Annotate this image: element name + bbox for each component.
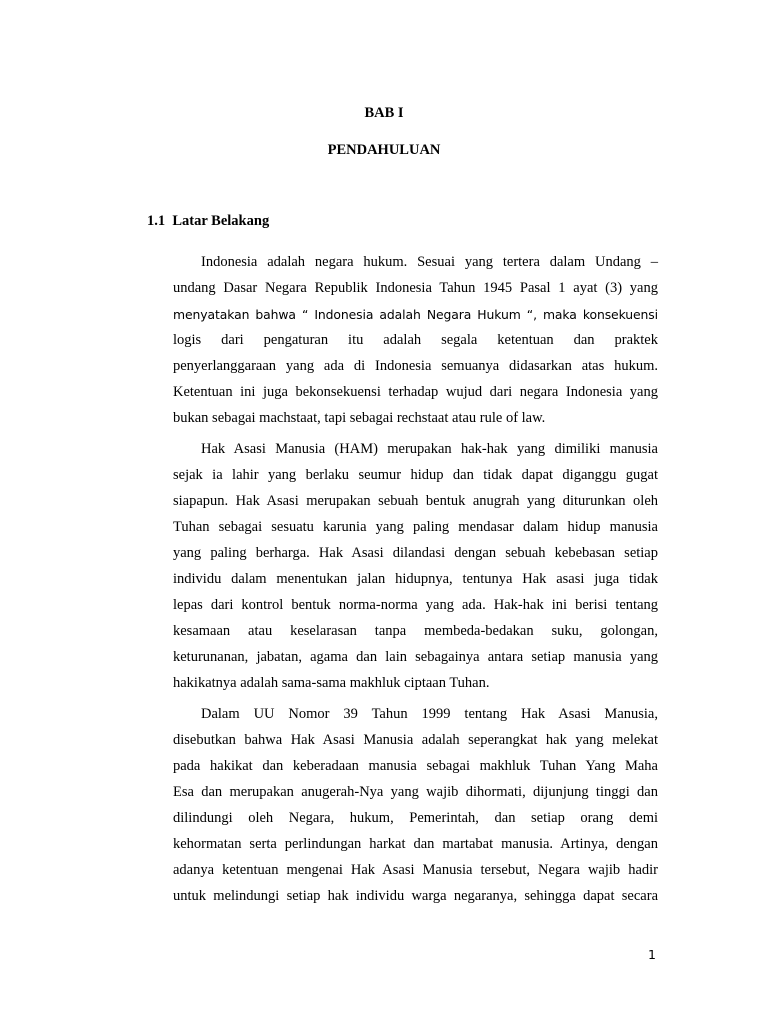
paragraph-line: penyerlanggaraan yang ada di Indonesia semuanya didasarkan atas hukum. xyxy=(173,358,658,374)
paragraph-line: bukan sebagai machstaat, tapi sebagai rechstaat atau rule of law. xyxy=(173,410,546,426)
paragraph-line: Tuhan sebagai sesuatu karunia yang paling mendasar dalam hidup manusia xyxy=(173,519,658,535)
chapter-title: PENDAHULUAN xyxy=(327,142,441,158)
paragraph-line: siapapun. Hak Asasi merupakan sebuah bentuk anugrah yang diturunkan oleh xyxy=(173,493,658,509)
paragraph-line: untuk melindungi setiap hak individu warga negaranya, sehingga dapat secara xyxy=(173,888,658,904)
chapter-label: BAB I xyxy=(364,105,404,121)
paragraph-line: Ketentuan ini juga bekonsekuensi terhadap wujud dari negara Indonesia yang xyxy=(173,384,658,400)
paragraph-line: individu dalam menentukan jalan hidupnya, tentunya Hak asasi juga tidak xyxy=(173,571,658,587)
paragraph-line: keturunanan, jabatan, agama dan lain sebagainya antara setiap manusia yang xyxy=(173,649,658,665)
paragraph-line: pada hakikat dan keberadaan manusia sebagai makhluk Tuhan Yang Maha xyxy=(173,758,658,774)
paragraph-line: Esa dan merupakan anugerah-Nya yang wajib dihormati, dijunjung tinggi dan xyxy=(173,784,658,800)
paragraph-line: logis dari pengaturan itu adalah segala ketentuan dan praktek xyxy=(173,332,658,348)
paragraph-3 xyxy=(173,705,658,913)
paragraph-2 xyxy=(173,440,658,700)
paragraph-line: yang paling berharga. Hak Asasi dilandasi dengan sebuah kebebasan setiap xyxy=(173,545,658,561)
paragraph-line: kesamaan atau keselarasan tanpa membeda-bedakan suku, golongan, xyxy=(173,623,658,639)
paragraph-1 xyxy=(173,253,658,435)
paragraph-line: kehormatan serta perlindungan harkat dan martabat manusia. Artinya, dengan xyxy=(173,836,658,852)
paragraph-line: adanya ketentuan mengenai Hak Asasi Manusia tersebut, Negara wajib hadir xyxy=(173,862,658,878)
paragraph-line: undang Dasar Negara Republik Indonesia Tahun 1945 Pasal 1 ayat (3) yang xyxy=(173,280,658,296)
paragraph-line: sejak ia lahir yang berlaku seumur hidup dan tidak dapat diganggu gugat xyxy=(173,467,658,483)
paragraph-line: dilindungi oleh Negara, hukum, Pemerintah, dan setiap orang demi xyxy=(173,810,658,826)
page-number: 1 xyxy=(648,947,656,962)
paragraph-line: Indonesia adalah negara hukum. Sesuai yang tertera dalam Undang – xyxy=(201,254,658,270)
paragraph-line: Hak Asasi Manusia (HAM) merupakan hak-hak yang dimiliki manusia xyxy=(201,441,658,457)
paragraph-line: menyatakan bahwa “ Indonesia adalah Negara Hukum “, maka konsekuensi xyxy=(173,307,658,322)
paragraph-line: lepas dari kontrol bentuk norma-norma yang ada. Hak-hak ini berisi tentang xyxy=(173,597,658,613)
paragraph-line: hakikatnya adalah sama-sama makhluk ciptaan Tuhan. xyxy=(173,675,490,691)
section-heading: 1.1 Latar Belakang xyxy=(147,213,270,229)
paragraph-line: disebutkan bahwa Hak Asasi Manusia adalah seperangkat hak yang melekat xyxy=(173,732,658,748)
paragraph-line: Dalam UU Nomor 39 Tahun 1999 tentang Hak Asasi Manusia, xyxy=(201,706,658,722)
